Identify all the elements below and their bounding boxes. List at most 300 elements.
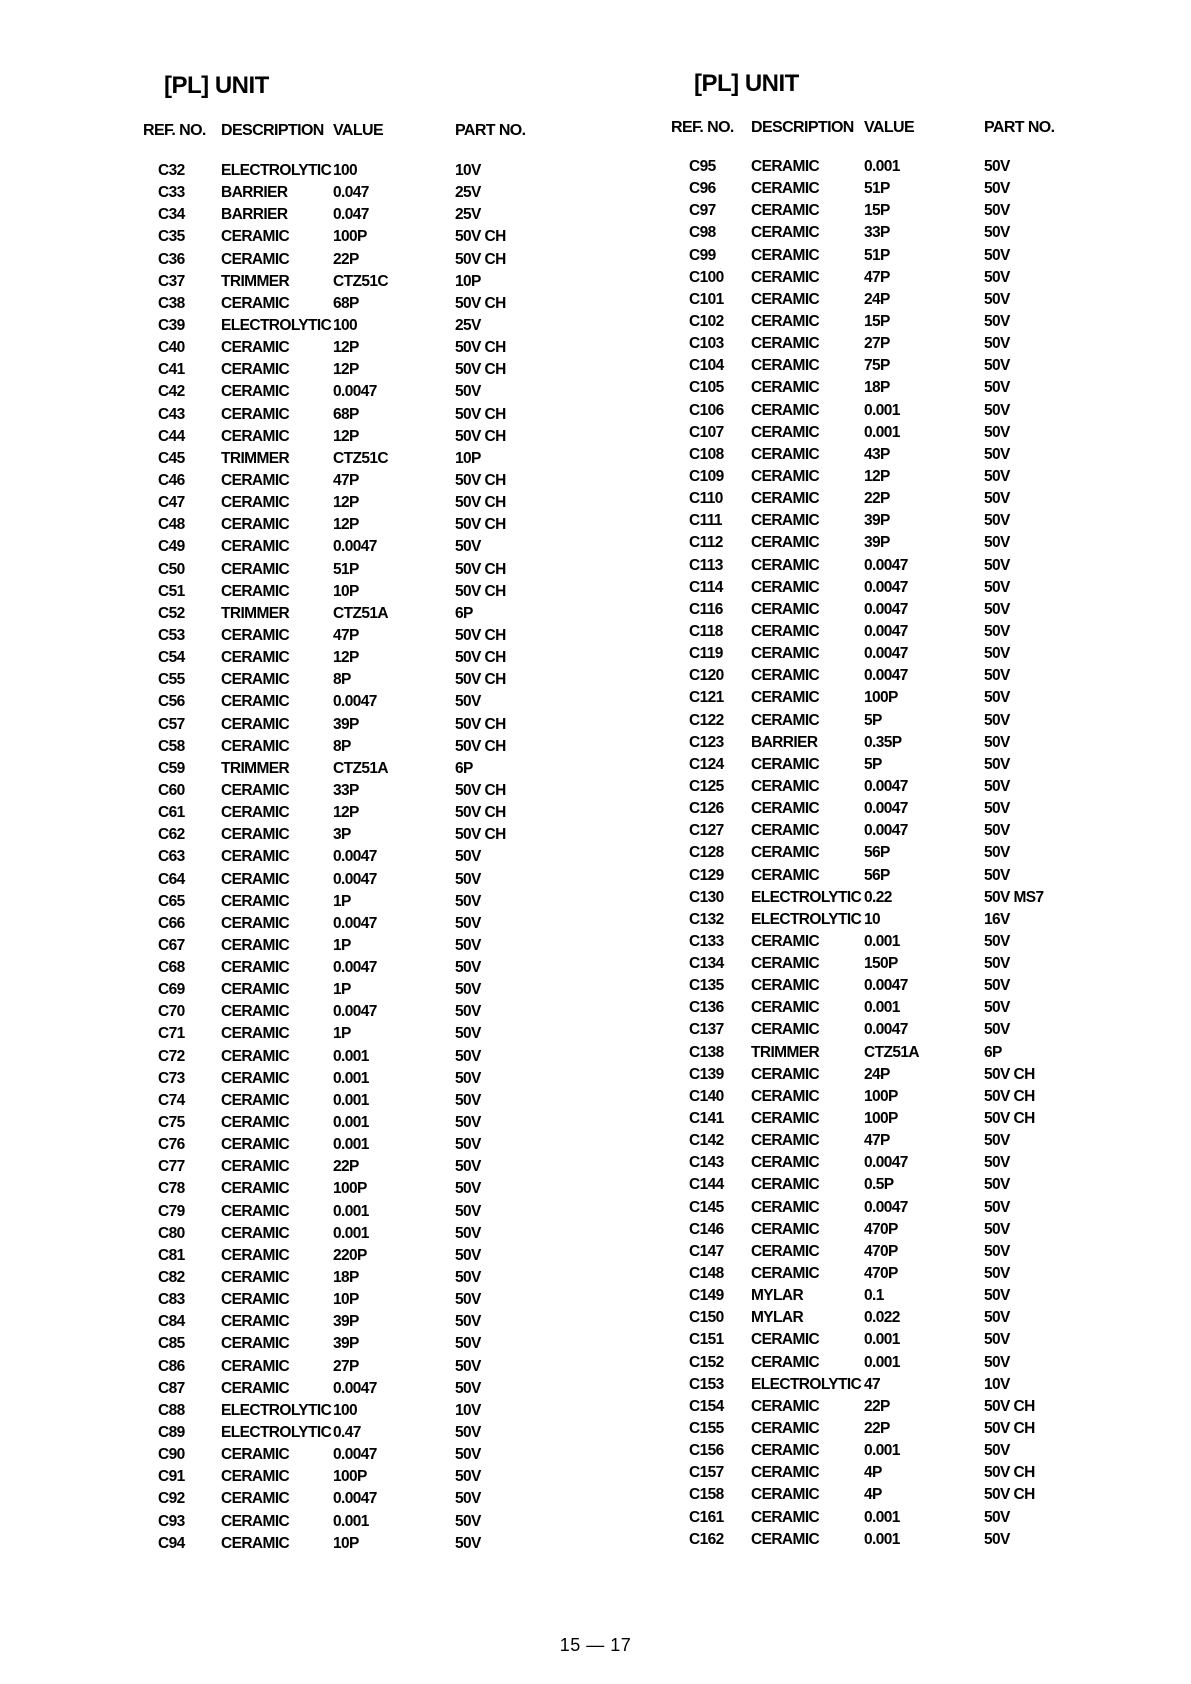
table-row xyxy=(143,383,663,405)
description-cell: CERAMIC xyxy=(751,290,820,308)
description-cell: CERAMIC xyxy=(751,401,820,419)
description-cell: CERAMIC xyxy=(751,1176,820,1194)
value-cell: 51P xyxy=(864,180,890,198)
table-row xyxy=(143,516,663,538)
table-row xyxy=(143,1180,663,1202)
table-row xyxy=(671,977,1191,999)
table-row xyxy=(143,317,663,339)
value-cell: 0.47 xyxy=(333,1424,361,1442)
part-no-cell: 16V xyxy=(984,910,1010,928)
value-cell: 100P xyxy=(864,1110,898,1128)
table-row xyxy=(143,1225,663,1247)
ref-no-cell: C63 xyxy=(158,848,185,866)
description-cell: CERAMIC xyxy=(751,490,820,508)
value-cell: CTZ51A xyxy=(864,1043,919,1061)
description-cell: CERAMIC xyxy=(751,1530,820,1548)
ref-no-cell: C156 xyxy=(689,1442,724,1460)
ref-no-cell: C155 xyxy=(689,1420,724,1438)
description-cell: CERAMIC xyxy=(221,1246,290,1264)
description-cell: CERAMIC xyxy=(221,737,290,755)
ref-no-cell: C59 xyxy=(158,759,185,777)
ref-no-cell: C139 xyxy=(689,1065,724,1083)
part-no-cell: 50V CH xyxy=(455,427,506,445)
table-row xyxy=(143,738,663,760)
value-cell: 470P xyxy=(864,1220,898,1238)
description-cell: CERAMIC xyxy=(751,180,820,198)
ref-no-cell: C114 xyxy=(689,578,723,596)
description-cell: CERAMIC xyxy=(751,1198,820,1216)
table-row xyxy=(671,889,1191,911)
ref-no-cell: C56 xyxy=(158,693,185,711)
value-cell: 0.001 xyxy=(333,1224,369,1242)
part-no-cell: 50V CH xyxy=(455,781,506,799)
value-cell: 47P xyxy=(333,626,359,644)
part-no-cell: 50V xyxy=(455,1025,481,1043)
description-cell: CERAMIC xyxy=(221,959,290,977)
description-cell: CERAMIC xyxy=(221,339,290,357)
value-cell: 0.001 xyxy=(333,1136,369,1154)
table-row xyxy=(671,623,1191,645)
part-no-cell: 50V CH xyxy=(455,471,506,489)
value-cell: 0.0047 xyxy=(333,1446,377,1464)
description-cell: CERAMIC xyxy=(221,294,290,312)
table-row xyxy=(671,1265,1191,1287)
part-no-cell: 50V CH xyxy=(455,516,506,534)
description-cell: CERAMIC xyxy=(751,866,820,884)
ref-no-cell: C61 xyxy=(158,804,185,822)
part-no-cell: 50V xyxy=(984,312,1010,330)
ref-no-cell: C141 xyxy=(689,1110,724,1128)
description-cell: CERAMIC xyxy=(221,494,290,512)
part-no-cell: 50V xyxy=(455,1047,481,1065)
value-cell: 0.0047 xyxy=(333,693,377,711)
description-cell: CERAMIC xyxy=(221,250,290,268)
ref-no-cell: C67 xyxy=(158,936,185,954)
description-cell: CERAMIC xyxy=(221,1136,290,1154)
ref-no-cell: C95 xyxy=(689,158,716,175)
value-cell: 33P xyxy=(333,781,359,799)
table-row xyxy=(671,867,1191,889)
description-cell: CERAMIC xyxy=(221,1379,290,1397)
table-row xyxy=(671,424,1191,446)
description-cell: CERAMIC xyxy=(221,516,290,534)
ref-no-cell: C92 xyxy=(158,1490,185,1508)
table-row xyxy=(671,1531,1191,1553)
part-no-cell: 50V CH xyxy=(455,671,506,689)
description-cell: ELECTROLYTIC xyxy=(221,162,332,179)
part-no-cell: 50V xyxy=(455,1180,481,1198)
ref-no-cell: C104 xyxy=(689,357,724,375)
table-row xyxy=(143,494,663,516)
part-no-cell: 50V CH xyxy=(455,228,506,246)
description-cell: CERAMIC xyxy=(221,1047,290,1065)
part-no-cell: 50V xyxy=(984,1132,1010,1150)
description-cell: CERAMIC xyxy=(221,1313,290,1331)
value-cell: 0.001 xyxy=(333,1047,369,1065)
part-no-cell: 50V xyxy=(984,999,1010,1017)
description-cell: CERAMIC xyxy=(221,1202,290,1220)
ref-no-cell: C40 xyxy=(158,339,185,357)
ref-no-cell: C66 xyxy=(158,914,185,932)
table-row xyxy=(671,1132,1191,1154)
value-cell: 0.001 xyxy=(864,1353,900,1371)
ref-no-cell: C151 xyxy=(689,1331,724,1349)
description-cell: CERAMIC xyxy=(751,1420,820,1438)
part-no-cell: 50V xyxy=(984,268,1010,286)
value-cell: 47P xyxy=(864,268,890,286)
table-row xyxy=(671,557,1191,579)
description-cell: CERAMIC xyxy=(221,981,290,999)
ref-no-cell: C85 xyxy=(158,1335,185,1353)
value-cell: 1P xyxy=(333,981,351,999)
ref-no-cell: C100 xyxy=(689,268,724,286)
part-no-cell: 50V xyxy=(455,1202,481,1220)
value-cell: 39P xyxy=(333,1335,359,1353)
table-row xyxy=(671,955,1191,977)
table-row xyxy=(143,1291,663,1313)
ref-no-cell: C107 xyxy=(689,423,724,441)
value-cell: 12P xyxy=(864,467,890,485)
table-row xyxy=(143,848,663,870)
ref-no-cell: C130 xyxy=(689,888,724,906)
part-no-cell: 50V xyxy=(984,158,1010,175)
value-cell: 0.0047 xyxy=(333,870,377,888)
table-row xyxy=(143,671,663,693)
value-cell: 100P xyxy=(864,1087,898,1105)
description-cell: CERAMIC xyxy=(221,626,290,644)
part-no-cell: 6P xyxy=(984,1043,1002,1061)
ref-no-cell: C122 xyxy=(689,711,724,729)
value-cell: 15P xyxy=(864,312,890,330)
description-cell: CERAMIC xyxy=(221,892,290,910)
description-cell: CERAMIC xyxy=(221,361,290,379)
table-row xyxy=(671,999,1191,1021)
value-cell: 24P xyxy=(864,290,890,308)
value-cell: 0.0047 xyxy=(864,822,908,840)
part-no-cell: 50V xyxy=(455,1269,481,1287)
table-row xyxy=(671,1199,1191,1221)
part-no-cell: 50V CH xyxy=(455,804,506,822)
description-cell: CERAMIC xyxy=(751,534,820,552)
unit-title: [PL] UNIT xyxy=(164,72,269,99)
value-cell: 22P xyxy=(864,490,890,508)
ref-no-cell: C83 xyxy=(158,1291,185,1309)
description-cell: CERAMIC xyxy=(221,1446,290,1464)
ref-no-cell: C106 xyxy=(689,401,724,419)
value-cell: 10 xyxy=(864,910,881,928)
value-cell: 0.001 xyxy=(864,1508,900,1526)
part-no-cell: 50V xyxy=(984,733,1010,751)
description-cell: CERAMIC xyxy=(221,582,290,600)
part-no-cell: 50V xyxy=(984,1331,1010,1349)
part-no-cell: 50V xyxy=(984,1021,1010,1039)
table-row xyxy=(671,1442,1191,1464)
table-row xyxy=(143,1025,663,1047)
part-no-cell: 50V xyxy=(984,1309,1010,1327)
value-cell: 75P xyxy=(864,357,890,375)
part-no-cell: 50V xyxy=(455,1136,481,1154)
table-row xyxy=(143,826,663,848)
ref-no-cell: C158 xyxy=(689,1486,724,1504)
ref-no-cell: C111 xyxy=(689,512,722,530)
description-cell: CERAMIC xyxy=(751,645,820,663)
description-cell: CERAMIC xyxy=(221,1180,290,1198)
value-cell: 0.0047 xyxy=(333,1379,377,1397)
part-no-cell: 50V xyxy=(984,490,1010,508)
description-cell: CERAMIC xyxy=(221,1291,290,1309)
table-row xyxy=(143,162,663,184)
part-no-cell: 50V CH xyxy=(455,294,506,312)
description-cell: MYLAR xyxy=(751,1309,804,1327)
table-row xyxy=(671,1398,1191,1420)
description-cell: MYLAR xyxy=(751,1287,804,1305)
part-no-cell: 50V xyxy=(984,1530,1010,1548)
ref-no-cell: C70 xyxy=(158,1003,185,1021)
part-no-cell: 25V xyxy=(455,316,481,334)
value-cell: CTZ51C xyxy=(333,449,388,467)
part-no-cell: 50V xyxy=(984,467,1010,485)
ref-no-cell: C37 xyxy=(158,272,185,290)
table-row xyxy=(671,1486,1191,1508)
description-cell: CERAMIC xyxy=(221,671,290,689)
ref-no-cell: C101 xyxy=(689,290,724,308)
value-cell: 0.001 xyxy=(864,999,900,1017)
ref-no-cell: C80 xyxy=(158,1224,185,1242)
table-row xyxy=(671,335,1191,357)
table-row xyxy=(671,1066,1191,1088)
ref-no-cell: C118 xyxy=(689,622,723,640)
unit-title: [PL] UNIT xyxy=(694,70,799,97)
description-cell: CERAMIC xyxy=(751,556,820,574)
ref-no-cell: C125 xyxy=(689,777,724,795)
part-no-cell: 50V xyxy=(984,600,1010,618)
description-cell: CERAMIC xyxy=(751,689,820,707)
ref-no-cell: C45 xyxy=(158,449,185,467)
part-no-cell: 50V xyxy=(455,1512,481,1530)
ref-no-cell: C39 xyxy=(158,316,185,334)
part-no-cell: 50V CH xyxy=(455,560,506,578)
part-no-cell: 50V CH xyxy=(455,826,506,844)
table-row xyxy=(671,1021,1191,1043)
part-no-cell: 6P xyxy=(455,759,473,777)
table-row xyxy=(671,756,1191,778)
part-no-cell: 50V CH xyxy=(455,339,506,357)
description-cell: CERAMIC xyxy=(751,822,820,840)
value-cell: 39P xyxy=(333,1313,359,1331)
description-cell: CERAMIC xyxy=(221,1003,290,1021)
ref-no-cell: C112 xyxy=(689,534,723,552)
description-cell: ELECTROLYTIC xyxy=(751,910,862,928)
part-no-cell: 50V xyxy=(455,848,481,866)
value-cell: 0.047 xyxy=(333,184,369,202)
value-cell: 0.001 xyxy=(864,158,900,175)
ref-no-cell: C75 xyxy=(158,1114,185,1132)
part-no-cell: 50V xyxy=(455,870,481,888)
description-cell: CERAMIC xyxy=(751,423,820,441)
parts-rows xyxy=(143,162,663,1557)
part-no-cell: 50V xyxy=(984,357,1010,375)
description-cell: CERAMIC xyxy=(221,427,290,445)
part-no-cell: 50V xyxy=(984,932,1010,950)
description-cell: CERAMIC xyxy=(751,512,820,530)
description-cell: CERAMIC xyxy=(221,914,290,932)
part-no-cell: 50V xyxy=(984,755,1010,773)
table-row xyxy=(143,605,663,627)
part-no-cell: 50V xyxy=(455,1224,481,1242)
description-cell: TRIMMER xyxy=(221,449,290,467)
value-cell: 12P xyxy=(333,339,359,357)
value-cell: 5P xyxy=(864,711,882,729)
part-no-cell: 50V xyxy=(984,800,1010,818)
ref-no-cell: C41 xyxy=(158,361,185,379)
description-cell: CERAMIC xyxy=(221,1158,290,1176)
description-cell: CERAMIC xyxy=(221,936,290,954)
value-cell: 22P xyxy=(333,250,359,268)
table-row xyxy=(671,1154,1191,1176)
description-cell: CERAMIC xyxy=(751,1087,820,1105)
table-row xyxy=(671,1420,1191,1442)
table-row xyxy=(671,224,1191,246)
part-no-cell: 10V xyxy=(455,162,481,179)
part-no-cell: 50V CH xyxy=(984,1397,1035,1415)
table-row xyxy=(671,911,1191,933)
ref-no-cell: C76 xyxy=(158,1136,185,1154)
table-row xyxy=(671,158,1191,180)
part-no-cell: 50V xyxy=(455,538,481,556)
table-row xyxy=(671,1221,1191,1243)
table-row xyxy=(671,1354,1191,1376)
part-no-cell: 50V CH xyxy=(984,1065,1035,1083)
description-cell: BARRIER xyxy=(751,733,818,751)
ref-no-cell: C150 xyxy=(689,1309,724,1327)
table-row xyxy=(143,1003,663,1025)
ref-no-cell: C32 xyxy=(158,162,185,179)
table-row xyxy=(143,273,663,295)
description-cell: TRIMMER xyxy=(221,604,290,622)
ref-no-cell: C105 xyxy=(689,379,724,397)
ref-no-cell: C51 xyxy=(158,582,185,600)
part-no-cell: 50V CH xyxy=(984,1486,1035,1504)
description-cell: CERAMIC xyxy=(751,379,820,397)
description-cell: CERAMIC xyxy=(751,357,820,375)
value-cell: 5P xyxy=(864,755,882,773)
value-cell: 0.0047 xyxy=(864,777,908,795)
value-cell: 47 xyxy=(864,1375,881,1393)
part-no-cell: 25V xyxy=(455,184,481,202)
column-headers xyxy=(671,119,1191,137)
part-no-cell: 50V CH xyxy=(455,494,506,512)
description-cell: CERAMIC xyxy=(221,1069,290,1087)
table-row xyxy=(143,450,663,472)
table-row xyxy=(143,1402,663,1424)
table-row xyxy=(671,247,1191,269)
value-cell: 0.0047 xyxy=(864,667,908,685)
ref-no-cell: C43 xyxy=(158,405,185,423)
description-cell: CERAMIC xyxy=(221,693,290,711)
ref-no-cell: C152 xyxy=(689,1353,724,1371)
value-cell: 0.0047 xyxy=(864,578,908,596)
table-row xyxy=(671,269,1191,291)
table-row xyxy=(143,1048,663,1070)
value-cell: 12P xyxy=(333,494,359,512)
table-row xyxy=(143,760,663,782)
value-cell: 0.001 xyxy=(864,401,900,419)
value-cell: 0.0047 xyxy=(864,622,908,640)
table-row xyxy=(671,778,1191,800)
value-cell: 12P xyxy=(333,427,359,445)
ref-no-cell: C133 xyxy=(689,932,724,950)
value-cell: 0.022 xyxy=(864,1309,900,1327)
table-row xyxy=(143,228,663,250)
value-cell: 0.001 xyxy=(864,1442,900,1460)
ref-no-cell: C64 xyxy=(158,870,185,888)
description-cell: CERAMIC xyxy=(751,224,820,242)
table-row xyxy=(671,534,1191,556)
part-no-cell: 50V xyxy=(455,892,481,910)
value-cell: 3P xyxy=(333,826,351,844)
ref-no-cell: C33 xyxy=(158,184,185,202)
description-cell: TRIMMER xyxy=(751,1043,820,1061)
value-cell: 100P xyxy=(333,1180,367,1198)
description-cell: CERAMIC xyxy=(751,158,820,175)
description-cell: CERAMIC xyxy=(751,1508,820,1526)
table-row xyxy=(143,1269,663,1291)
table-row xyxy=(671,734,1191,756)
value-cell: 27P xyxy=(864,335,890,353)
value-cell: 0.001 xyxy=(333,1114,369,1132)
header-description: DESCRIPTION xyxy=(221,122,324,139)
part-no-cell: 50V xyxy=(455,914,481,932)
part-no-cell: 50V xyxy=(455,1313,481,1331)
part-no-cell: 50V xyxy=(984,401,1010,419)
part-no-cell: 50V xyxy=(984,290,1010,308)
part-no-cell: 50V xyxy=(455,1291,481,1309)
value-cell: 68P xyxy=(333,405,359,423)
table-row xyxy=(143,1513,663,1535)
table-row xyxy=(143,915,663,937)
ref-no-cell: C94 xyxy=(158,1534,185,1552)
ref-no-cell: C119 xyxy=(689,645,723,663)
ref-no-cell: C54 xyxy=(158,649,185,667)
table-row xyxy=(671,1176,1191,1198)
table-row xyxy=(671,645,1191,667)
description-cell: CERAMIC xyxy=(221,826,290,844)
header-ref-no: REF. NO. xyxy=(143,122,206,139)
table-row xyxy=(671,512,1191,534)
ref-no-cell: C46 xyxy=(158,471,185,489)
description-cell: CERAMIC xyxy=(751,202,820,220)
part-no-cell: 50V xyxy=(455,1003,481,1021)
description-cell: CERAMIC xyxy=(751,1132,820,1150)
value-cell: 43P xyxy=(864,445,890,463)
table-row xyxy=(671,1464,1191,1486)
ref-no-cell: C42 xyxy=(158,383,185,401)
table-row xyxy=(143,627,663,649)
value-cell: 18P xyxy=(333,1269,359,1287)
table-row xyxy=(671,468,1191,490)
part-no-cell: 50V xyxy=(984,335,1010,353)
ref-no-cell: C149 xyxy=(689,1287,724,1305)
table-row xyxy=(671,844,1191,866)
ref-no-cell: C84 xyxy=(158,1313,185,1331)
description-cell: CERAMIC xyxy=(751,246,820,264)
table-row xyxy=(671,667,1191,689)
value-cell: 27P xyxy=(333,1357,359,1375)
value-cell: 0.001 xyxy=(864,1530,900,1548)
ref-no-cell: C78 xyxy=(158,1180,185,1198)
table-row xyxy=(671,1243,1191,1265)
description-cell: CERAMIC xyxy=(751,800,820,818)
